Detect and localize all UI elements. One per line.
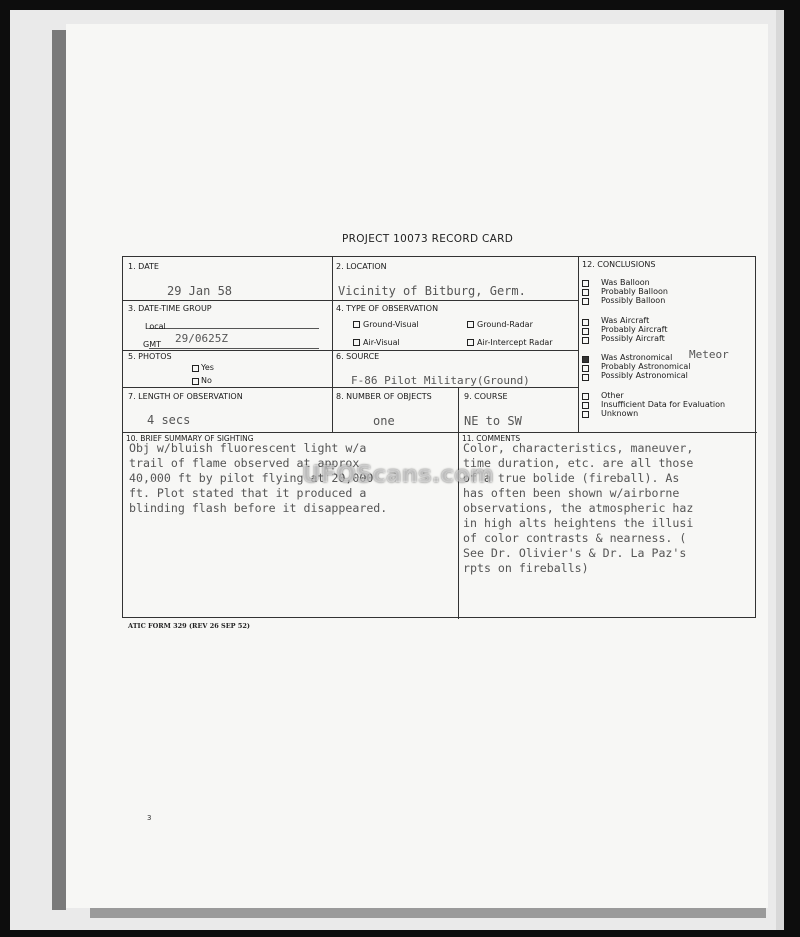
gmt-value: 29/0625Z — [175, 332, 228, 345]
ground-visual-checkbox — [353, 321, 360, 328]
local-underline — [149, 328, 319, 329]
conclusions-label: 12. CONCLUSIONS — [582, 260, 656, 269]
comments-label: 11. COMMENTS — [462, 434, 521, 443]
page-mark: 3 — [147, 814, 152, 822]
divider-h2 — [123, 350, 578, 351]
possibly-balloon-label: Possibly Balloon — [601, 296, 666, 305]
date-label: 1. DATE — [128, 262, 159, 271]
location-value: Vicinity of Bitburg, Germ. — [338, 284, 526, 298]
scan-right-edge — [776, 10, 784, 930]
source-value: F-86 Pilot Military(Ground) — [351, 374, 530, 387]
possibly-aircraft-checkbox — [582, 337, 589, 344]
probably-balloon-checkbox — [582, 289, 589, 296]
gmt-label: GMT — [143, 340, 161, 349]
source-label: 6. SOURCE — [336, 352, 380, 361]
was-aircraft-label: Was Aircraft — [601, 316, 650, 325]
unknown-checkbox — [582, 411, 589, 418]
air-visual-checkbox — [353, 339, 360, 346]
divider-v2 — [578, 257, 579, 432]
was-balloon-checkbox — [582, 280, 589, 287]
gmt-underline — [149, 348, 319, 349]
scan-edge-shadow — [52, 30, 66, 910]
comments-text: Color, characteristics, maneuver, time duration, etc. are all those of a true bolide (fireball). As has often been shown w/airborne observations, the atmospheric haz in high alts heightens the illusi of color contrasts & nearness. ( See Dr. Olivier's & Dr. La Paz's rpts on fireballs) — [463, 441, 694, 575]
datetime-group-label: 3. DATE-TIME GROUP — [128, 304, 212, 313]
probably-aircraft-checkbox — [582, 328, 589, 335]
divider-h4 — [123, 432, 757, 433]
number-of-objects-value: one — [373, 414, 395, 428]
air-visual-label: Air-Visual — [363, 338, 400, 347]
insufficient-data-label: Insufficient Data for Evaluation — [601, 400, 726, 409]
type-of-observation-label: 4. TYPE OF OBSERVATION — [336, 304, 439, 313]
probably-aircraft-label: Probably Aircraft — [601, 325, 668, 334]
ground-radar-label: Ground-Radar — [477, 320, 533, 329]
insufficient-data-checkbox — [582, 402, 589, 409]
length-of-observation-label: 7. LENGTH OF OBSERVATION — [128, 392, 243, 401]
local-label: Local — [145, 322, 166, 331]
brief-summary-text: Obj w/bluish fluorescent light w/a trail of flame observed at approx 40,000 ft by pilot flying at 20,000 ft. Plot stated that it produced a blinding flash before it disappeared. — [129, 441, 388, 515]
was-balloon-label: Was Balloon — [601, 278, 650, 287]
card-title: PROJECT 10073 RECORD CARD — [342, 233, 514, 245]
date-value: 29 Jan 58 — [167, 284, 233, 298]
photos-yes-label: Yes — [201, 363, 214, 372]
was-aircraft-checkbox — [582, 319, 589, 326]
air-intercept-radar-checkbox — [467, 339, 474, 346]
other-checkbox — [582, 393, 589, 400]
brief-summary-label: 10. BRIEF SUMMARY OF SIGHTING — [126, 434, 254, 443]
possibly-aircraft-label: Possibly Aircraft — [601, 334, 665, 343]
ground-radar-checkbox — [467, 321, 474, 328]
was-astronomical-label: Was Astronomical — [601, 353, 673, 362]
probably-astronomical-checkbox — [582, 365, 589, 372]
divider-h1 — [123, 300, 578, 301]
possibly-astronomical-label: Possibly Astronomical — [601, 371, 688, 380]
probably-astronomical-label: Probably Astronomical — [601, 362, 691, 371]
course-value: NE to SW — [464, 414, 522, 428]
possibly-balloon-checkbox — [582, 298, 589, 305]
divider-v1 — [332, 257, 333, 432]
ground-visual-label: Ground-Visual — [363, 320, 419, 329]
photos-label: 5. PHOTOS — [128, 352, 172, 361]
divider-v3 — [458, 387, 459, 619]
meteor-note: Meteor — [689, 348, 729, 361]
photos-yes-checkbox — [192, 365, 199, 372]
location-label: 2. LOCATION — [336, 262, 387, 271]
scan-bottom-shadow — [90, 908, 766, 918]
unknown-label: Unknown — [601, 409, 639, 418]
form-footer: ATIC FORM 329 (REV 26 SEP 52) — [128, 622, 250, 630]
record-card-grid — [122, 256, 756, 618]
air-intercept-radar-label: Air-Intercept Radar — [477, 338, 553, 347]
photos-no-checkbox — [192, 378, 199, 385]
other-label: Other — [601, 391, 624, 400]
watermark: UFOScans.com — [302, 462, 494, 488]
length-of-observation-value: 4 secs — [147, 413, 191, 427]
was-astronomical-checkbox-checked — [582, 356, 589, 363]
course-label: 9. COURSE — [464, 392, 508, 401]
divider-h3 — [123, 387, 578, 388]
number-of-objects-label: 8. NUMBER OF OBJECTS — [336, 392, 432, 401]
possibly-astronomical-checkbox — [582, 374, 589, 381]
photos-no-label: No — [201, 376, 212, 385]
probably-balloon-label: Probably Balloon — [601, 287, 668, 296]
